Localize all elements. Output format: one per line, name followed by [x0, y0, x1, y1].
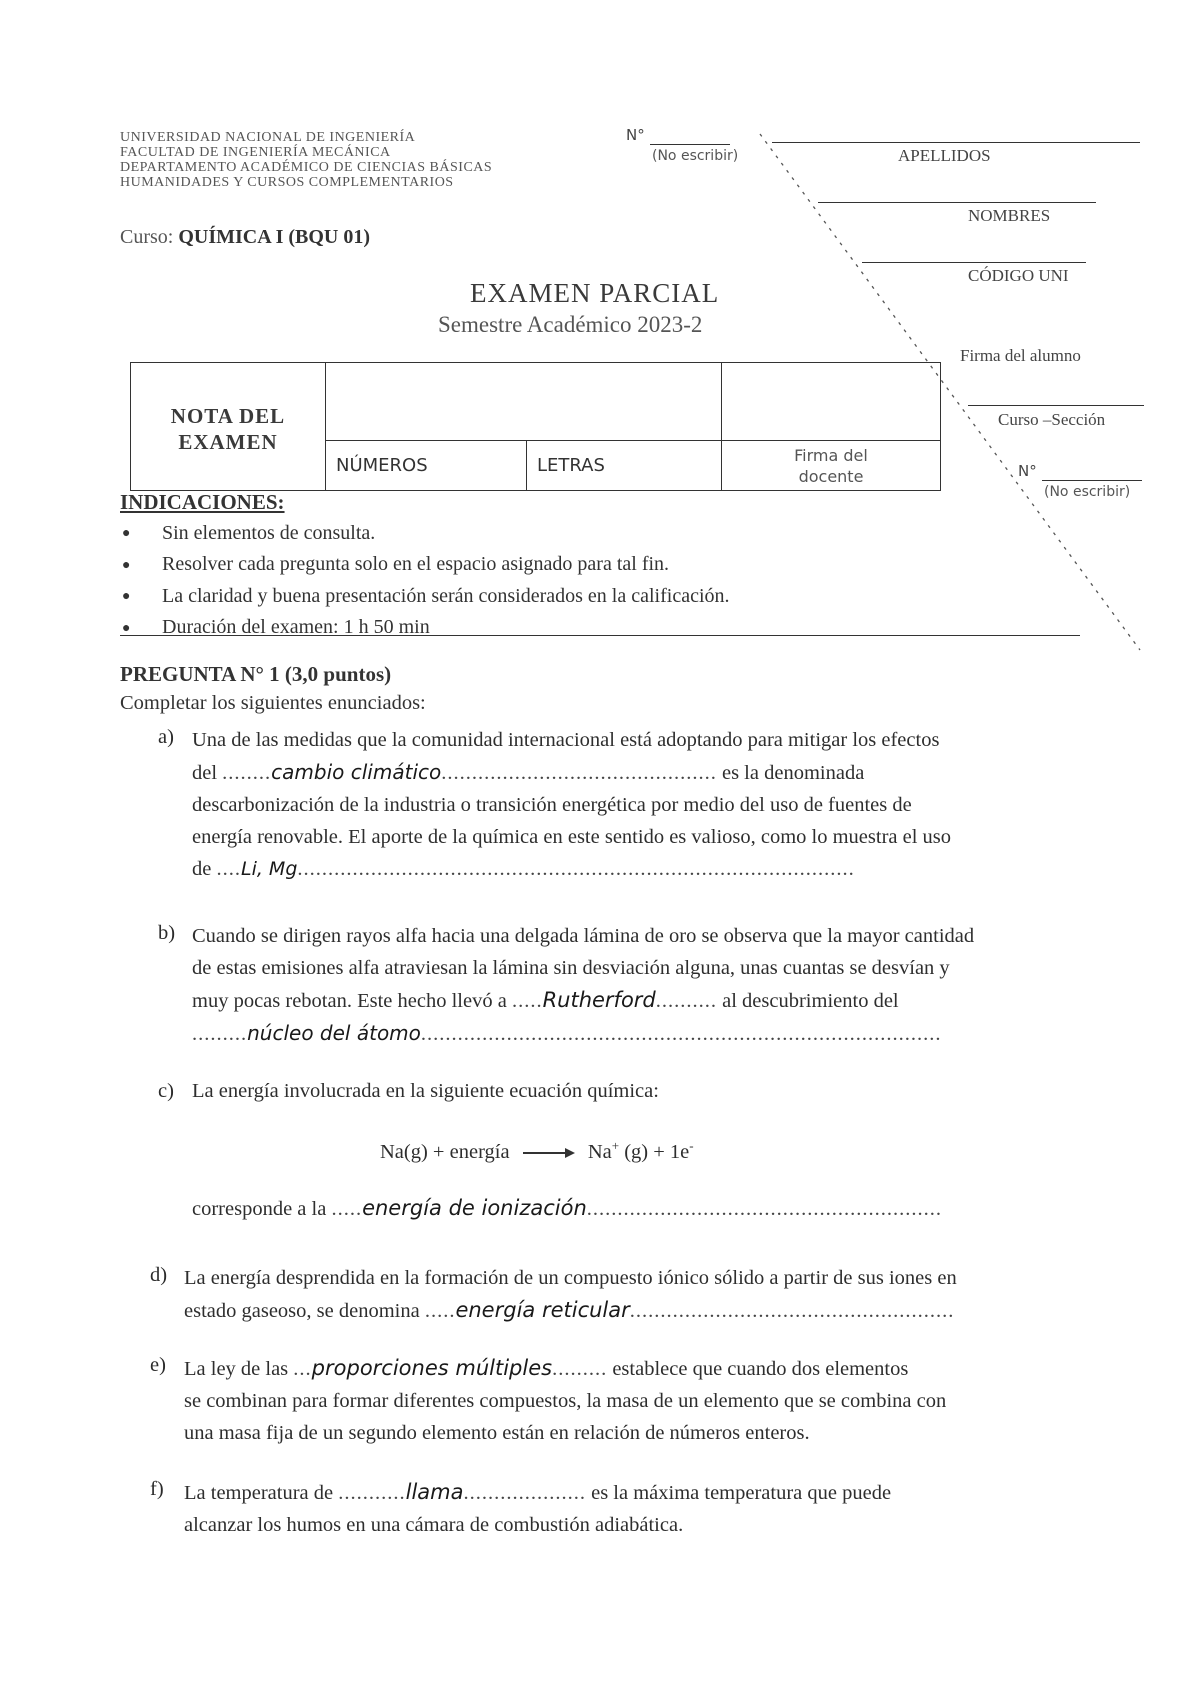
exam-title: EXAMEN PARCIAL — [470, 278, 720, 308]
item-b-letter: b) — [158, 922, 176, 944]
answer-b1[interactable]: Rutherford — [542, 988, 656, 1012]
item-e-text — [184, 1352, 1074, 1449]
firma-alumno-label: Firma del alumno — [960, 346, 1081, 365]
item-a-letter: a) — [158, 726, 174, 748]
indicacion-item: ● Sin elementos de consulta. — [122, 522, 376, 544]
firma-docente-line1: Firma del — [794, 445, 868, 465]
indicaciones-list — [122, 518, 730, 644]
electron-charge: - — [689, 1138, 694, 1153]
item-a-line3: descarbonización de la industria o transición energética por medio del uso de fuentes de — [192, 794, 912, 816]
course-name: QUÍMICA I (BQU 01) — [178, 226, 371, 248]
item-a-line2: del ........cambio climático............................................. es la denominada — [192, 760, 865, 784]
reaction-arrow-icon — [521, 1146, 577, 1160]
item-a-line1: Una de las medidas que la comunidad internacional está adoptando para mitigar los efectos — [192, 729, 940, 751]
curso-seccion-label: Curso –Sección — [998, 410, 1106, 429]
course-label: Curso: — [120, 226, 174, 248]
no-escribir-note: (No escribir) — [652, 148, 739, 164]
equation-left: Na(g) + energía — [380, 1140, 510, 1163]
answer-c[interactable]: energía de ionización — [362, 1196, 587, 1220]
semester-label: Semestre Académico 2023-2 — [438, 312, 703, 337]
indicaciones-divider — [120, 635, 1080, 636]
question1-title: PREGUNTA N° 1 (3,0 puntos) — [120, 662, 392, 686]
item-e-line3: una masa fija de un segundo elemento están en relación de números enteros. — [184, 1422, 810, 1444]
grade-label-line2: EXAMEN — [178, 430, 278, 454]
item-e-letter: e) — [150, 1354, 166, 1376]
answer-e[interactable]: proporciones múltiples — [311, 1356, 553, 1380]
item-f-letter: f) — [150, 1478, 164, 1500]
item-f-text — [184, 1476, 1074, 1541]
item-b-line4: .........núcleo del átomo..................................................................................... — [192, 1021, 942, 1045]
firma-docente-label — [722, 441, 941, 491]
indicacion-item: ● La claridad y buena presentación serán considerados en la calificación. — [122, 584, 730, 607]
item-c-intro: La energía involucrada en la siguiente ecuación química: — [192, 1080, 659, 1102]
question1-intro: Completar los siguientes enunciados: — [120, 692, 426, 714]
number-label-right: N° — [1018, 462, 1037, 480]
grade-label-line1: NOTA DEL — [170, 404, 286, 428]
firma-docente-line2: docente — [798, 466, 864, 486]
indicacion-item: ● Duración del examen: 1 h 50 min — [122, 616, 430, 639]
item-f-line2: alcanzar los humos en una cámara de combustión adiabática. — [184, 1514, 684, 1536]
equation-right: Na+ (g) + 1e- — [587, 1138, 694, 1163]
item-b-line1: Cuando se dirigen rayos alfa hacia una delgada lámina de oro se observa que la mayor cantidad — [192, 925, 975, 947]
institution-line: HUMANIDADES Y CURSOS COMPLEMENTARIOS — [120, 175, 454, 190]
grade-table — [130, 362, 941, 491]
sodium-charge: + — [611, 1138, 620, 1153]
no-escribir-note-right: (No escribir) — [1044, 484, 1131, 500]
item-e-line1: La ley de las ...proporciones múltiples......... establece que cuando dos elementos — [184, 1356, 909, 1380]
institution-line: FACULTAD DE INGENIERÍA MECÁNICA — [120, 145, 391, 160]
item-d-letter: d) — [150, 1264, 168, 1286]
course-line — [120, 226, 370, 249]
apellidos-label: APELLIDOS — [898, 146, 991, 165]
chemical-equation — [380, 1138, 694, 1164]
indicacion-item: ● Resolver cada pregunta solo en el espacio asignado para tal fin. — [122, 553, 670, 576]
item-a-line5: de ....Li, Mg........................................................................................... — [192, 858, 855, 880]
item-d-line1: La energía desprendida en la formación de un compuesto iónico sólido a partir de sus iones en — [184, 1267, 957, 1289]
item-f-line1: La temperatura de ...........llama.................... es la máxima temperatura que puede — [184, 1480, 892, 1504]
numeros-label: NÚMEROS — [326, 441, 527, 491]
number-label: N° — [626, 126, 645, 144]
item-c-answer-line: corresponde a la .....energía de ionización.......................................................... — [192, 1196, 943, 1220]
item-e-line2: se combinan para formar diferentes compuestos, la masa de un elemento que se combina con — [184, 1390, 947, 1412]
indicaciones-title: INDICACIONES: — [120, 490, 285, 514]
item-a-text — [192, 724, 1072, 885]
item-b-line3: muy pocas rebotan. Este hecho llevó a .....Rutherford.......... al descubrimiento del — [192, 988, 899, 1012]
grade-value-cell[interactable] — [326, 363, 722, 441]
firma-docente-cell[interactable] — [722, 363, 941, 441]
item-d-text — [184, 1262, 1074, 1327]
codigo-label: CÓDIGO UNI — [968, 266, 1069, 285]
answer-f[interactable]: llama — [405, 1480, 464, 1504]
item-c-letter: c) — [158, 1080, 174, 1102]
answer-a2[interactable]: Li, Mg — [240, 858, 298, 880]
answer-b2[interactable]: núcleo del átomo — [247, 1021, 421, 1045]
item-b-text — [192, 920, 1072, 1050]
answer-a1[interactable]: cambio climático — [271, 760, 442, 784]
letras-label: LETRAS — [527, 441, 722, 491]
answer-d[interactable]: energía reticular — [455, 1298, 630, 1322]
nombres-label: NOMBRES — [968, 206, 1051, 225]
item-a-line4: energía renovable. El aporte de la química en este sentido es valioso, como lo muestra el uso — [192, 826, 952, 848]
item-d-line2: estado gaseoso, se denomina .....energía reticular..................................................... — [184, 1298, 955, 1322]
grade-label-cell — [131, 363, 326, 491]
institution-line: DEPARTAMENTO ACADÉMICO DE CIENCIAS BÁSICAS — [120, 160, 493, 175]
item-b-line2: de estas emisiones alfa atraviesan la lámina sin desviación alguna, unas cuantas se desvían y — [192, 957, 950, 979]
institution-line: UNIVERSIDAD NACIONAL DE INGENIERÍA — [120, 130, 416, 145]
